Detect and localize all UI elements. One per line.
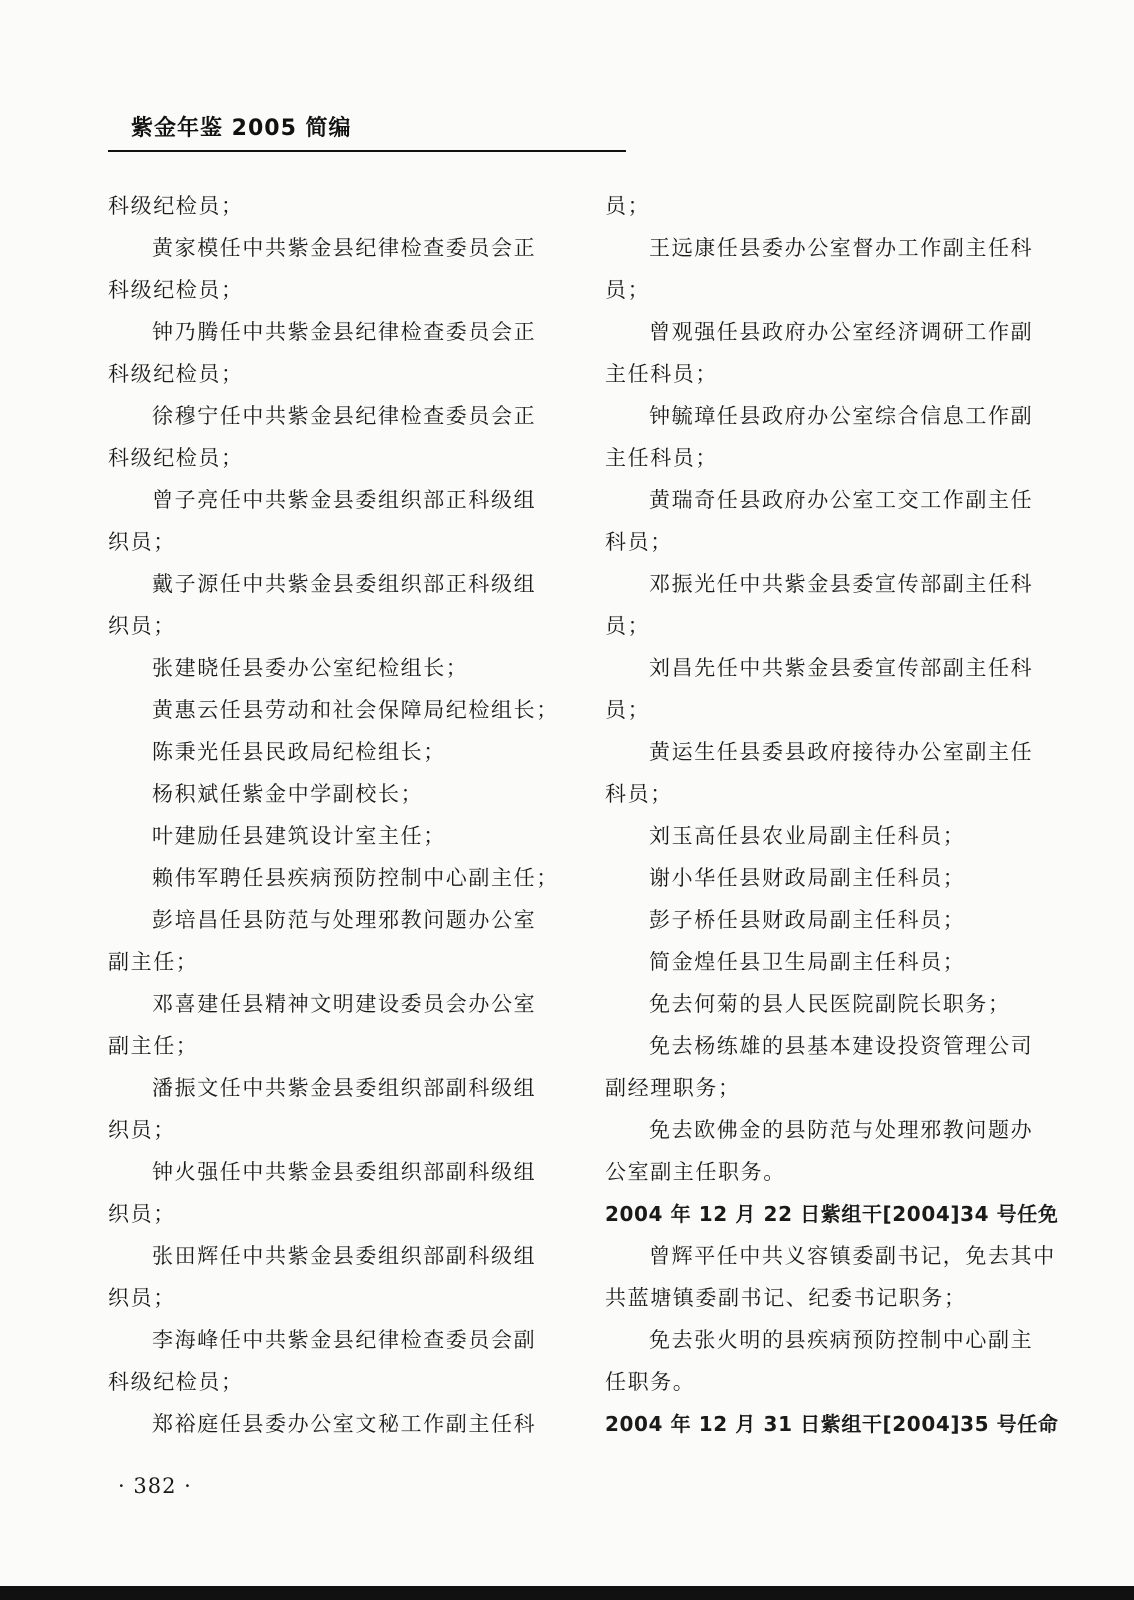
text-line: 李海峰任中共紫金县纪律检查委员会副 [152, 1328, 537, 1352]
scan-bottom-edge [0, 1586, 1134, 1600]
text-line: 主任科员； [605, 446, 718, 470]
text-line: 郑裕庭任县委办公室文秘工作副主任科 [152, 1412, 537, 1436]
text-line: 彭培昌任县防范与处理邪教问题办公室 [152, 908, 537, 932]
right-text-column [605, 185, 1060, 1445]
text-line: 主任科员； [605, 362, 718, 386]
text-line: 员； [605, 614, 651, 638]
text-line: 邓喜建任县精神文明建设委员会办公室 [152, 992, 537, 1016]
text-line: 任职务。 [605, 1370, 696, 1394]
text-line: 赖伟军聘任县疾病预防控制中心副主任； [152, 866, 559, 890]
text-line: 曾辉平任中共义容镇委副书记，免去其中 [649, 1244, 1056, 1268]
text-line: 织员； [108, 614, 176, 638]
left-text-column [108, 185, 566, 1445]
text-line: 曾子亮任中共紫金县委组织部正科级组 [152, 488, 537, 512]
text-line: 彭子桥任县财政局副主任科员； [649, 908, 966, 932]
text-line: 刘玉高任县农业局副主任科员； [649, 824, 966, 848]
text-line: 科级纪检员； [108, 278, 244, 302]
text-line: 科员； [605, 530, 673, 554]
text-line: 黄家模任中共紫金县纪律检查委员会正 [152, 236, 537, 260]
text-line: 科级纪检员； [108, 446, 244, 470]
section-heading-line: 2004 年 12 月 22 日紫组干[2004]34 号任免 [605, 1202, 1059, 1226]
text-line: 谢小华任县财政局副主任科员； [649, 866, 966, 890]
text-line: 免去欧佛金的县防范与处理邪教问题办 [649, 1118, 1034, 1142]
text-line: 黄惠云任县劳动和社会保障局纪检组长； [152, 698, 559, 722]
text-line: 陈秉光任县民政局纪检组长； [152, 740, 446, 764]
text-line: 黄运生任县委县政府接待办公室副主任 [649, 740, 1034, 764]
text-line: 钟毓璋任县政府办公室综合信息工作副 [649, 404, 1034, 428]
text-line: 徐穆宁任中共紫金县纪律检查委员会正 [152, 404, 537, 428]
text-line: 免去杨练雄的县基本建设投资管理公司 [649, 1034, 1034, 1058]
text-line: 织员； [108, 530, 176, 554]
text-line: 张田辉任中共紫金县委组织部副科级组 [152, 1244, 537, 1268]
text-line: 共蓝塘镇委副书记、纪委书记职务； [605, 1286, 967, 1310]
text-line: 王远康任县委办公室督办工作副主任科 [649, 236, 1034, 260]
text-line: 织员； [108, 1286, 176, 1310]
text-line: 黄瑞奇任县政府办公室工交工作副主任 [649, 488, 1034, 512]
text-line: 织员； [108, 1202, 176, 1226]
text-line: 免去张火明的县疾病预防控制中心副主 [649, 1328, 1034, 1352]
text-line: 员； [605, 698, 651, 722]
section-heading-line: 2004 年 12 月 31 日紫组干[2004]35 号任命 [605, 1412, 1059, 1436]
running-header-title: 紫金年鉴 2005 简编 [131, 116, 352, 141]
page-number: · 382 · [118, 1474, 192, 1498]
text-line: 钟火强任中共紫金县委组织部副科级组 [152, 1160, 537, 1184]
text-line: 科员； [605, 782, 673, 806]
text-line: 免去何菊的县人民医院副院长职务； [649, 992, 1011, 1016]
text-line: 刘昌先任中共紫金县委宣传部副主任科 [649, 656, 1034, 680]
text-line: 张建晓任县委办公室纪检组长； [152, 656, 469, 680]
text-line: 副主任； [108, 950, 199, 974]
text-line: 公室副主任职务。 [605, 1160, 786, 1184]
text-line: 杨积斌任紫金中学副校长； [152, 782, 424, 806]
text-line: 副主任； [108, 1034, 199, 1058]
text-line: 叶建励任县建筑设计室主任； [152, 824, 446, 848]
text-line: 织员； [108, 1118, 176, 1142]
text-line: 科级纪检员； [108, 1370, 244, 1394]
text-line: 邓振光任中共紫金县委宣传部副主任科 [649, 572, 1034, 596]
text-line: 科级纪检员； [108, 194, 244, 218]
text-line: 员； [605, 194, 651, 218]
text-line: 曾观强任县政府办公室经济调研工作副 [649, 320, 1034, 344]
header-rule [108, 150, 626, 152]
text-line: 员； [605, 278, 651, 302]
text-line: 副经理职务； [605, 1076, 741, 1100]
text-line: 简金煌任县卫生局副主任科员； [649, 950, 966, 974]
text-line: 科级纪检员； [108, 362, 244, 386]
text-line: 钟乃腾任中共紫金县纪律检查委员会正 [152, 320, 537, 344]
text-line: 潘振文任中共紫金县委组织部副科级组 [152, 1076, 537, 1100]
text-line: 戴子源任中共紫金县委组织部正科级组 [152, 572, 537, 596]
